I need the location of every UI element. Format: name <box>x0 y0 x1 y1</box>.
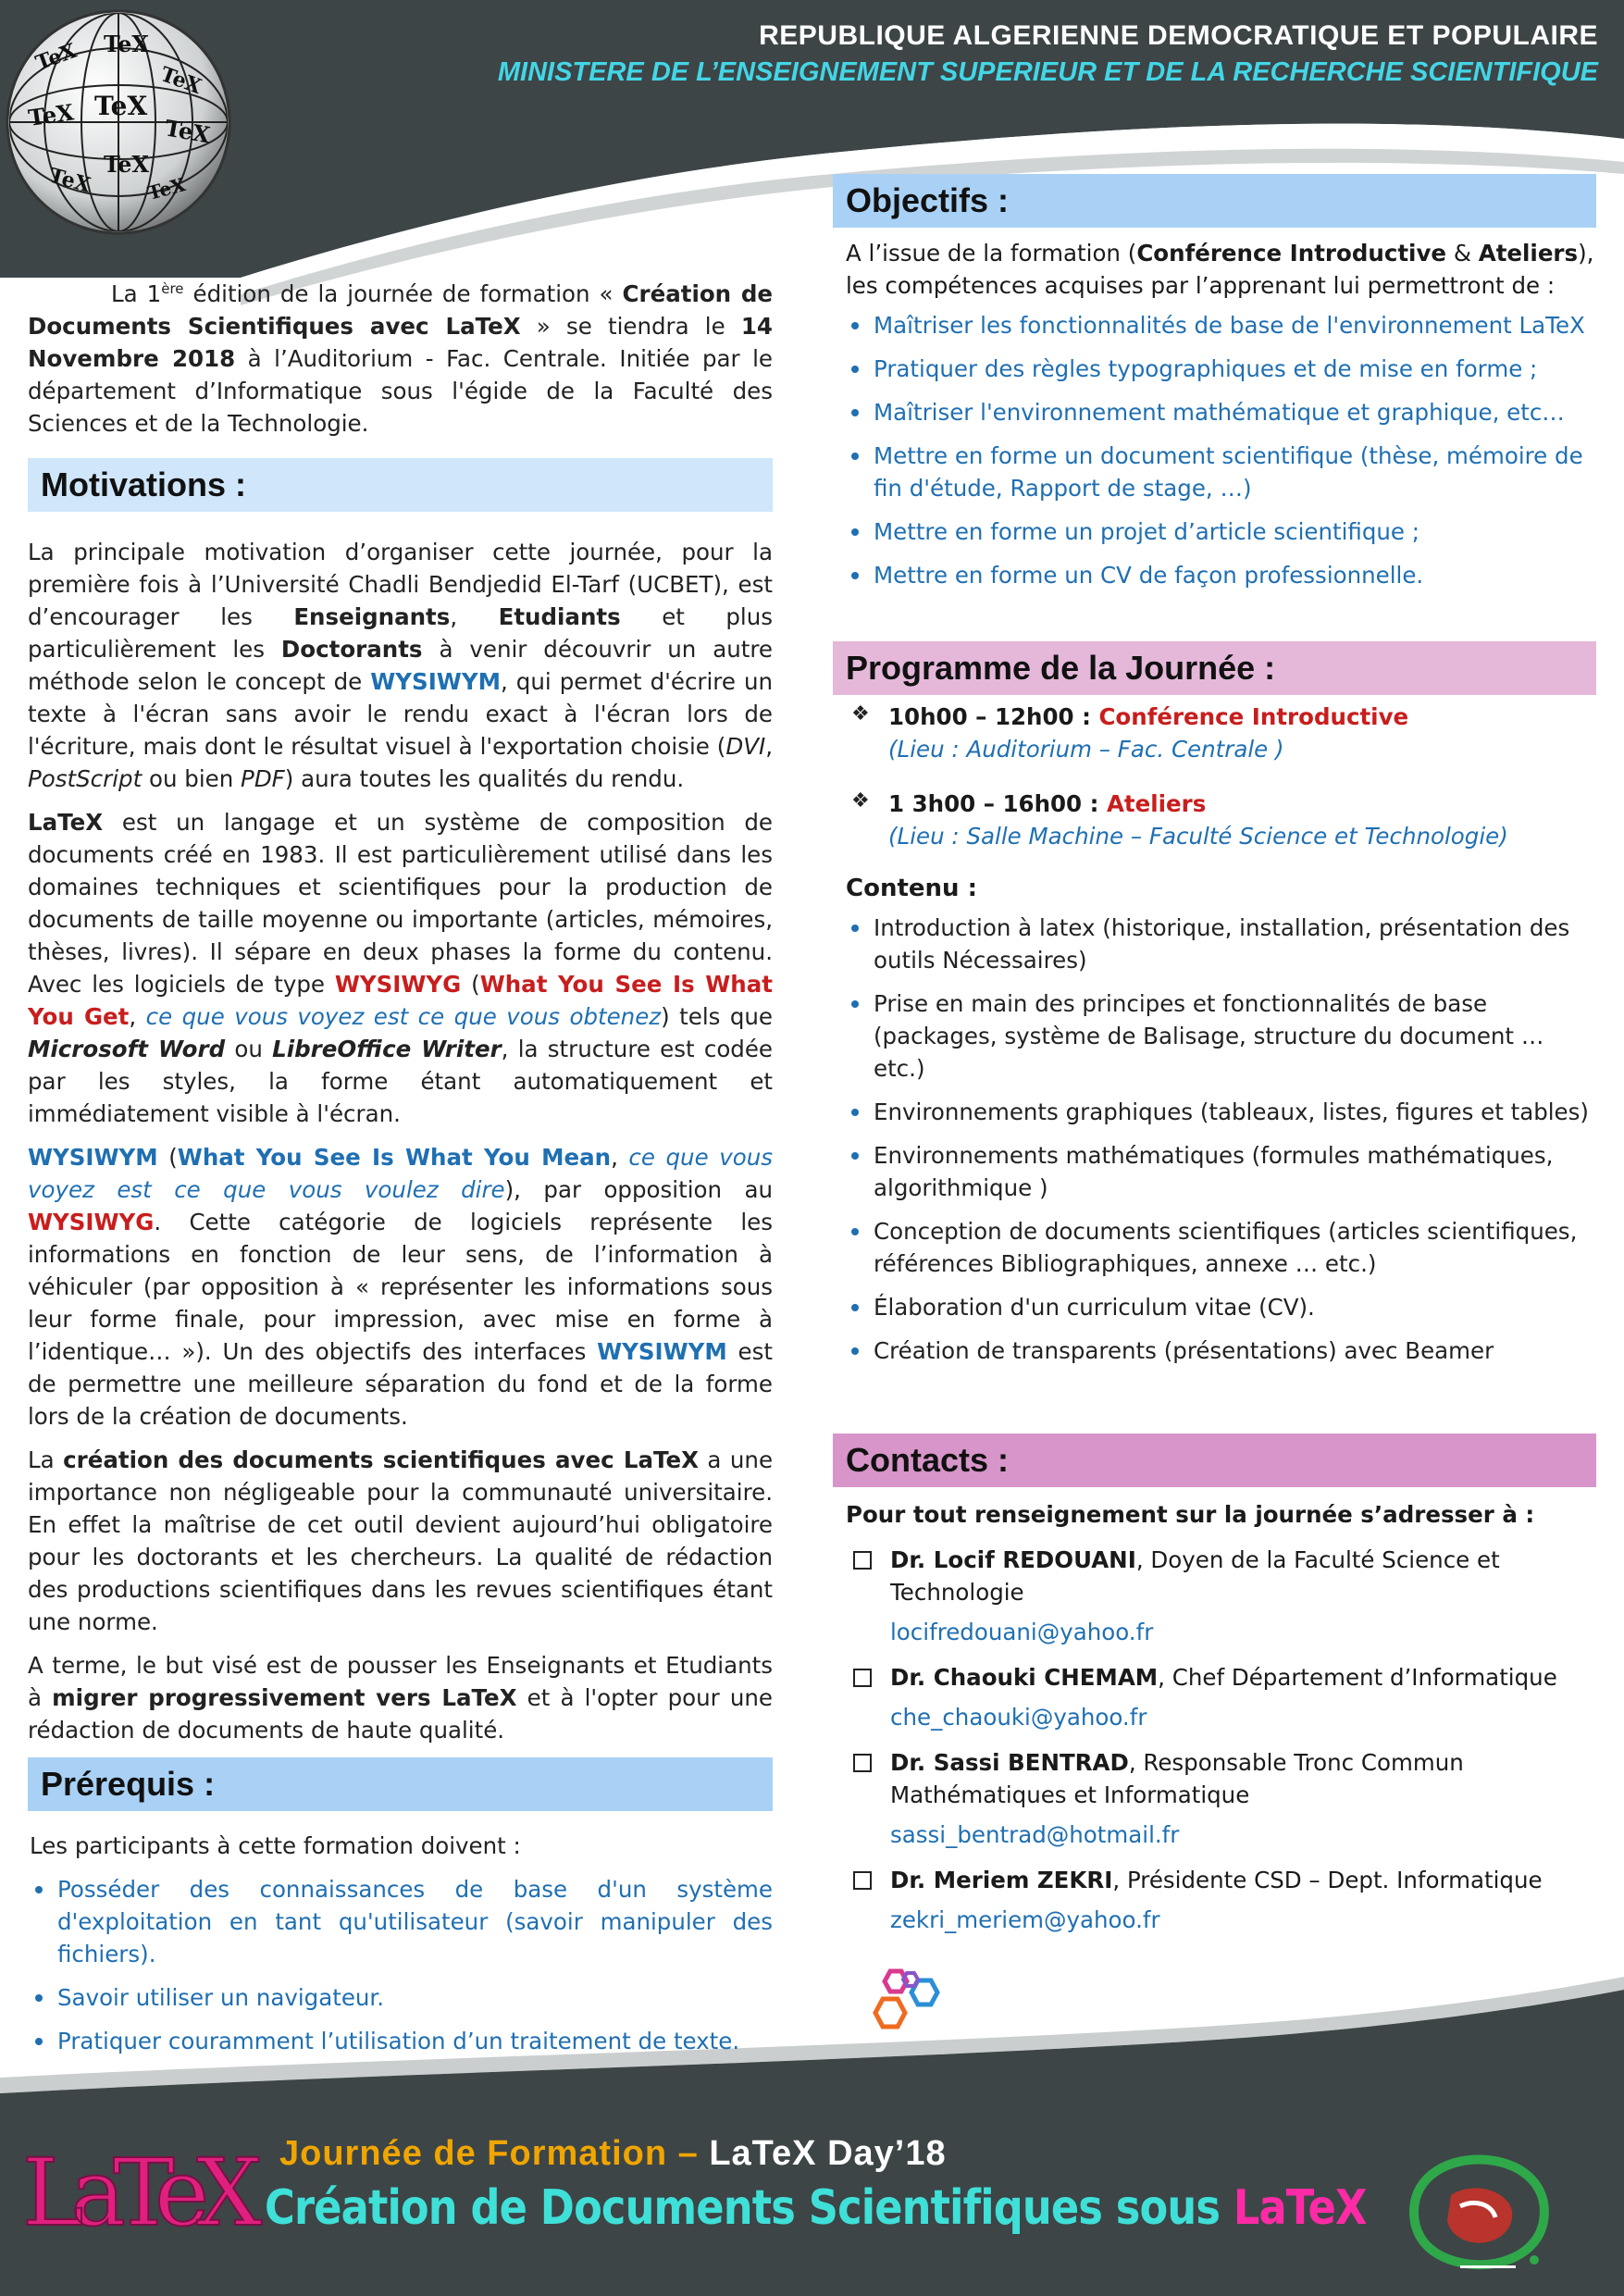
svg-text:TeX: TeX <box>162 114 213 149</box>
contact-bentrad: Dr. Sassi BENTRAD, Responsable Tronc Commun Mathématiques et Informatique sassi_bentrad@hotmail.fr <box>846 1746 1596 1851</box>
email-link[interactable]: zekri_meriem@yahoo.fr <box>890 1906 1160 1933</box>
programme-item-ateliers: ❖ 1 3h00 – 16h00 : Ateliers (Lieu : Salle Machine – Faculté Science et Technologie) <box>851 789 1508 850</box>
email-link[interactable]: sassi_bentrad@hotmail.fr <box>890 1821 1180 1848</box>
contact-zekri: Dr. Meriem ZEKRI, Présidente CSD – Dept. Informatique zekri_meriem@yahoo.fr <box>846 1864 1596 1936</box>
motivations-paragraph-3: WYSIWYM (What You See Is What You Mean, ce que vous voyez est ce que vous voulez dire), par opposition au WYSIWYG. Cette catégorie de logiciels représente les informations en fonction de leur sens, de l’information à véhiculer (par opposition à « représenter les informations sous leur forme finale, pour impression, avec mise en forme à l’identique… »). Un des objectifs des interfaces WYSIWYM est de permettre une meilleure séparation du fond et de la forme lors de la création de documents. <box>28 1144 773 1430</box>
objectifs-body <box>833 237 1596 591</box>
svg-text:TeX: TeX <box>145 173 188 205</box>
email-link[interactable]: locifredouani@yahoo.fr <box>890 1619 1154 1645</box>
motivations-body <box>28 536 773 1746</box>
footer-event-title: Journée de Formation – LaTeX Day’18 <box>279 2134 947 2173</box>
contacts-intro: Pour tout renseignement sur la journée s’adresser à : <box>846 1501 1535 1528</box>
header-republic: REPUBLIQUE ALGERIENNE DEMOCRATIQUE ET POPULAIRE <box>759 20 1598 51</box>
diamond-bullet-icon: ❖ <box>851 789 870 813</box>
tex-globe-logo <box>2 6 235 239</box>
objectifs-heading: Objectifs : <box>833 174 1596 228</box>
prerequis-intro: Les participants à cette formation doivent : <box>30 1832 521 1859</box>
contact-chemam: Dr. Chaouki CHEMAM, Chef Département d’Informatique che_chaouki@yahoo.fr <box>846 1661 1596 1733</box>
checkbox-bullet-icon <box>853 1669 872 1687</box>
checkbox-bullet-icon <box>853 1551 872 1570</box>
prerequis-body <box>28 1830 773 2057</box>
hexagon-logo-icon <box>870 1966 962 2040</box>
contenu-list <box>846 912 1596 1367</box>
svg-text:TeX: TeX <box>26 98 76 131</box>
prerequis-list <box>30 1873 773 2057</box>
intro-paragraph: La 1ère édition de la journée de formation « Création de Documents Scientifiques avec LaTeX » se tiendra le 14 Novembre 2018 à l’Auditorium - Fac. Centrale. Initiée par le département d’Informatique sous l'égide de la Faculté des Sciences et de la Technologie. <box>28 279 773 437</box>
list-item: Introduction à latex (historique, installation, présentation des outils Nécessaires) <box>846 912 1596 976</box>
prerequis-heading: Prérequis : <box>28 1757 773 1811</box>
left-column <box>28 278 773 2057</box>
diamond-bullet-icon: ❖ <box>851 702 870 726</box>
list-item: Mettre en forme un projet d’article scientifique ; <box>846 515 1596 548</box>
header <box>498 20 1598 88</box>
list-item: Pratiquer couramment l’utilisation d’un traitement de texte. <box>30 2025 773 2057</box>
contenu-heading: Contenu : <box>846 875 977 902</box>
motivations-paragraph-2: LaTeX est un langage et un système de composition de documents créé en 1983. Il est particulièrement utilisé dans les domaines techniques et scientifiques pour la production de documents de taille moyenne ou importante (articles, mémoires, thèses, livres). Il sépare en deux phases la forme du contenu. Avec les logiciels de type WYSIWYG (What You See Is What You Get, ce que vous voyez est ce que vous obtenez) tels que Microsoft Word ou LibreOffice Writer, la structure est codée par les styles, la forme étant automatiquement et immédiatement visible à l'écran. <box>28 809 774 1127</box>
email-link[interactable]: che_chaouki@yahoo.fr <box>890 1704 1147 1731</box>
motivations-paragraph-1: La principale motivation d’organiser cette journée, pour la première fois à l’Université Chadli Bendjedid El-Tarf (UCBET), est d’encourager les Enseignants, Etudiants et plus particulièrement les Doctorants à venir découvrir un autre méthode selon le concept de WYSIWYM, qui permet d'écrire un texte à l'écran sans avoir le rendu exact à l'écran lors de l'écriture, mais dont le résultat visuel à l'exportation choisie (DVI, PostScript ou bien PDF) aura toutes les qualités du rendu. <box>28 539 774 792</box>
list-item: Mettre en forme un CV de façon professionnelle. <box>846 559 1596 591</box>
contacts-heading: Contacts : <box>833 1433 1596 1487</box>
checkbox-bullet-icon <box>853 1754 872 1772</box>
svg-text:LaTeX: LaTeX <box>22 2139 250 2247</box>
list-item: Prise en main des principes et fonctionnalités de base (packages, système de Balisage, structure du document … etc.) <box>846 987 1596 1085</box>
objectifs-intro: A l’issue de la formation (Conférence Introductive & Ateliers), les compétences acquises par l’apprenant lui permettront de : <box>846 240 1594 299</box>
list-item: Pratiquer des règles typographiques et de mise en forme ; <box>846 353 1596 385</box>
university-logo <box>1395 2147 1558 2277</box>
motivations-heading: Motivations : <box>28 458 773 512</box>
list-item: Création de transparents (présentations) avec Beamer <box>846 1334 1596 1367</box>
programme-body <box>833 701 1596 1367</box>
svg-text:TeX: TeX <box>104 31 149 57</box>
list-item: Savoir utiliser un navigateur. <box>30 1981 773 2014</box>
motivations-paragraph-4: La création des documents scientifiques avec LaTeX a une importance non négligeable pour la communauté universitaire. En effet la maîtrise de cet outil devient aujourd’hui obligatoire pour les doctorants et les chercheurs. La qualité de rédaction des productions scientifiques dans les revues scientifiques étant une norme. <box>28 1446 774 1635</box>
list-item: Mettre en forme un document scientifique (thèse, mémoire de fin d'étude, Rapport de stage, …) <box>846 440 1596 504</box>
list-item: Environnements graphiques (tableaux, listes, figures et tables) <box>846 1096 1596 1128</box>
list-item: Maîtriser l'environnement mathématique et graphique, etc… <box>846 396 1596 428</box>
svg-text:TeX: TeX <box>104 151 149 178</box>
svg-text:TeX: TeX <box>32 38 81 76</box>
list-item: Environnements mathématiques (formules mathématiques, algorithmique ) <box>846 1139 1596 1204</box>
header-ministry: MINISTERE DE L’ENSEIGNEMENT SUPERIEUR ET DE LA RECHERCHE SCIENTIFIQUE <box>497 57 1598 87</box>
right-column <box>833 174 1596 1936</box>
latex-logo <box>19 2125 268 2254</box>
contact-redouani: Dr. Locif REDOUANI, Doyen de la Faculté Science et Technologie locifredouani@yahoo.fr <box>846 1544 1596 1648</box>
motivations-paragraph-5: A terme, le but visé est de pousser les Enseignants et Etudiants à migrer progressivement vers LaTeX et à l'opter pour une rédaction de documents de haute qualité. <box>28 1652 773 1744</box>
list-item: Posséder des connaissances de base d'un système d'exploitation en tant qu'utilisateur (savoir manipuler des fichiers). <box>30 1873 773 1970</box>
svg-text:TeX: TeX <box>156 62 205 100</box>
list-item: Maîtriser les fonctionnalités de base de l'environnement LaTeX <box>846 309 1596 341</box>
checkbox-bullet-icon <box>853 1871 872 1890</box>
programme-heading: Programme de la Journée : <box>833 641 1596 695</box>
contacts-body <box>833 1498 1596 1936</box>
svg-text:TeX: TeX <box>94 91 148 121</box>
svg-text:TeX: TeX <box>46 163 93 198</box>
objectifs-list <box>846 309 1596 591</box>
programme-item-conference: ❖ 10h00 – 12h00 : Conférence Introductive (Lieu : Auditorium – Fac. Centrale ) <box>851 702 1409 763</box>
footer-subtitle: Création de Documents Scientifiques sous LaTeX <box>265 2180 1367 2236</box>
list-item: Conception de documents scientifiques (articles scientifiques, références Bibliographiques, annexe … etc.) <box>846 1215 1596 1280</box>
list-item: Élaboration d'un curriculum vitae (CV). <box>846 1291 1596 1323</box>
